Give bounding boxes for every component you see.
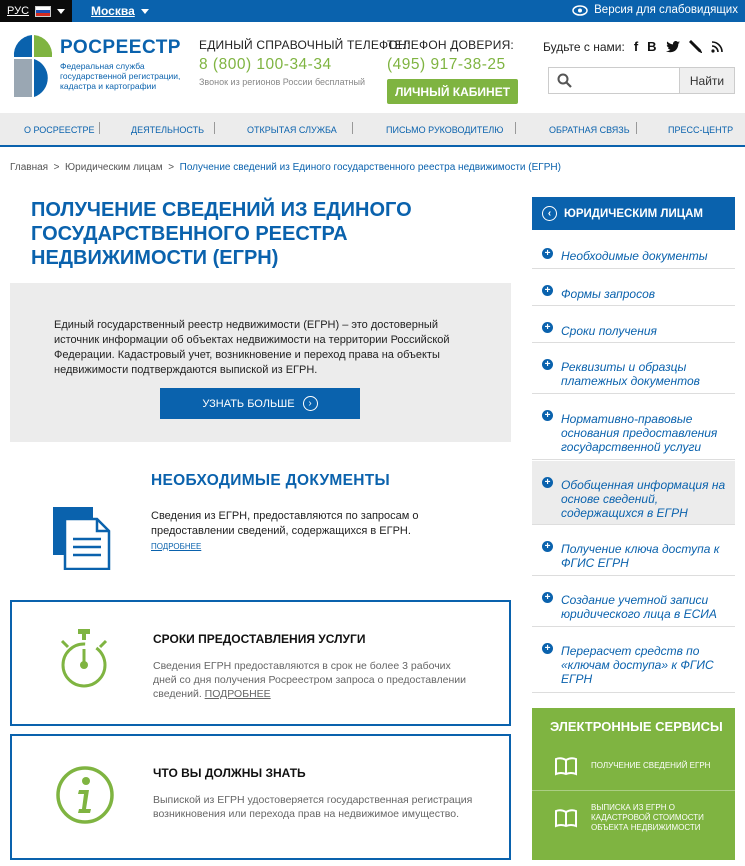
plus-icon: + (542, 643, 553, 654)
top-bar (0, 0, 745, 22)
city-selector[interactable] (91, 4, 149, 18)
term-text-body: Сведения ЕГРН предоставляются в срок не более 3 рабочих дней со дня получения Росреестром запроса о предоставлении сведений. (153, 660, 466, 700)
sidebar-item-active[interactable] (532, 461, 735, 525)
low-vision-label: Версия для слабовидящих (594, 4, 738, 16)
sidebar-item-label: Формы запросов (561, 287, 656, 301)
sidebar-item[interactable] (532, 269, 735, 306)
sidebar-header[interactable] (532, 197, 735, 230)
nav-divider (352, 122, 353, 134)
trust-line-block (387, 38, 514, 74)
plus-icon: + (542, 541, 553, 552)
back-arrow-icon: ‹ (542, 206, 557, 221)
plus-icon: + (542, 592, 553, 603)
rss-icon[interactable] (711, 41, 723, 53)
sidebar-item[interactable] (532, 343, 735, 394)
chevron-down-icon (141, 9, 149, 14)
eservices-divider (532, 790, 735, 791)
nav-divider (515, 122, 516, 134)
logo-subtitle-1: Федеральная служба (60, 61, 145, 71)
hotline-note: Звонок из регионов России бесплатный (199, 77, 366, 87)
hotline-number[interactable]: 8 (800) 100-34-34 (199, 56, 332, 73)
term-card-text (153, 659, 473, 701)
eservices-title: ЭЛЕКТРОННЫЕ СЕРВИСЫ (550, 719, 723, 734)
docs-text-body: Сведения из ЕГРН, предоставляются по запросам о предоставлении сведений, содержащихся в ЕГРН. (151, 510, 419, 537)
nav-divider (636, 122, 637, 134)
low-vision-link[interactable] (572, 4, 738, 16)
search-icon (557, 73, 572, 88)
trust-line-label: ТЕЛЕФОН ДОВЕРИЯ: (387, 38, 514, 52)
nav-item-open-service[interactable]: ОТКРЫТАЯ СЛУЖБА (247, 125, 337, 135)
sidebar-item[interactable] (532, 306, 735, 343)
language-label: РУС (7, 5, 30, 17)
vk-icon[interactable]: B (647, 39, 657, 54)
intro-panel (10, 283, 511, 442)
sidebar-item-label: Создание учетной записи юридического лица в ЕСИА (561, 593, 717, 621)
learn-more-label: УЗНАТЬ БОЛЬШЕ (202, 397, 295, 410)
search-button[interactable]: Найти (679, 68, 734, 93)
personal-cabinet-button[interactable]: ЛИЧНЫЙ КАБИНЕТ (387, 79, 518, 104)
breadcrumb-separator: > (53, 162, 60, 173)
plus-icon: + (542, 248, 553, 259)
sidebar-item-label: Необходимые документы (561, 249, 708, 263)
city-label: Москва (91, 4, 135, 18)
social-label: Будьте с нами: (543, 39, 625, 54)
documents-icon (53, 507, 111, 570)
hotline-label: ЕДИНЫЙ СПРАВОЧНЫЙ ТЕЛЕФОН: (199, 38, 411, 52)
sidebar-item[interactable] (532, 627, 735, 693)
site-logo[interactable] (10, 33, 181, 99)
know-card-title: ЧТО ВЫ ДОЛЖНЫ ЗНАТЬ (153, 766, 306, 780)
search-input[interactable] (549, 68, 679, 93)
book-icon (554, 808, 578, 828)
term-card (10, 600, 511, 726)
page-title: ПОЛУЧЕНИЕ СВЕДЕНИЙ ИЗ ЕДИНОГО ГОСУДАРСТВЕННОГО РЕЕСТРА НЕДВИЖИМОСТИ (ЕГРН) (31, 199, 412, 269)
know-card (10, 734, 511, 860)
russia-flag-icon (35, 6, 51, 17)
eservice-item[interactable] (532, 798, 735, 838)
eye-icon (572, 5, 588, 16)
nav-item-activity[interactable]: ДЕЯТЕЛЬНОСТЬ (131, 125, 205, 135)
nav-divider (99, 122, 100, 134)
trust-line-number[interactable]: (495) 917-38-25 (387, 56, 506, 73)
intro-text: Единый государственный реестр недвижимости (ЕГРН) – это достоверный источник информации об объектах недвижимости на территории Российской Федерации. Кадастровый учет, возникновение и переход права на объекты недвижимости подтверждаются выпиской из ЕГРН. (54, 319, 450, 376)
nav-divider (214, 122, 215, 134)
main-nav (0, 113, 745, 147)
nav-item-press[interactable]: ПРЕСС-ЦЕНТР (668, 125, 734, 135)
twitter-icon[interactable] (666, 41, 680, 53)
learn-more-button[interactable] (160, 388, 360, 419)
book-icon (554, 756, 578, 776)
sidebar-item[interactable] (532, 576, 735, 627)
nav-item-letter[interactable]: ПИСЬМО РУКОВОДИТЕЛЮ (386, 125, 504, 135)
nav-item-about[interactable]: О РОСРЕЕСТРЕ (24, 125, 95, 135)
logo-subtitle-2: государственной регистрации, (60, 71, 181, 81)
term-card-title: СРОКИ ПРЕДОСТАВЛЕНИЯ УСЛУГИ (153, 632, 366, 646)
rosreestr-logo-icon (10, 33, 55, 99)
logo-title: РОСРЕЕСТР (60, 37, 181, 58)
sidebar-item-label: Обобщенная информация на основе сведений, содержащихся в ЕГРН (561, 478, 726, 520)
social-links (543, 39, 723, 54)
facebook-icon[interactable]: f (633, 39, 639, 54)
plus-icon: + (542, 477, 553, 488)
plus-icon: + (542, 410, 553, 421)
sidebar-item[interactable] (532, 525, 735, 576)
eservices-panel (532, 708, 735, 860)
breadcrumb-current: Получение сведений из Единого государственного реестра недвижимости (ЕГРН) (179, 162, 561, 173)
sidebar-item-label: Получение ключа доступа к ФГИС ЕГРН (561, 542, 720, 570)
docs-more-link[interactable]: ПОДРОБНЕЕ (151, 542, 202, 551)
docs-section-title: НЕОБХОДИМЫЕ ДОКУМЕНТЫ (151, 472, 391, 489)
sidebar-item-label: Перерасчет средств по «ключам доступа» к ФГИС ЕГРН (561, 644, 714, 686)
logo-subtitle-3: кадастра и картографии (60, 81, 157, 91)
nav-item-feedback[interactable]: ОБРАТНАЯ СВЯЗЬ (549, 125, 630, 135)
sidebar-item[interactable] (532, 394, 735, 460)
breadcrumb-home[interactable]: Главная (10, 162, 49, 173)
docs-section-text (151, 509, 441, 554)
info-icon (55, 765, 115, 825)
breadcrumb-section[interactable]: Юридическим лицам (65, 162, 163, 173)
sidebar-item-label: Сроки получения (561, 324, 657, 338)
sidebar-item-label: Реквизиты и образцы платежных документов (561, 360, 700, 388)
breadcrumb-separator: > (168, 162, 175, 173)
sidebar-item[interactable] (532, 232, 735, 269)
plus-icon: + (542, 359, 553, 370)
plus-icon: + (542, 285, 553, 296)
livejournal-icon[interactable] (689, 40, 702, 53)
breadcrumb (10, 162, 561, 173)
language-selector[interactable] (0, 0, 72, 22)
search-form (548, 67, 735, 94)
term-more-link[interactable]: ПОДРОБНЕЕ (204, 688, 271, 700)
arrow-right-circle-icon: › (303, 396, 318, 411)
hotline-block (199, 38, 410, 87)
stopwatch-icon (56, 629, 112, 691)
sidebar-header-label: ЮРИДИЧЕСКИМ ЛИЦАМ (564, 207, 703, 220)
eservice-item[interactable] (532, 746, 735, 786)
sidebar-item-label: Нормативно-правовые основания предоставления государственной услуги (561, 412, 718, 454)
plus-icon: + (542, 322, 553, 333)
eservice-label: ПОЛУЧЕНИЕ СВЕДЕНИЙ ЕГРН (591, 761, 711, 770)
know-card-text: Выпиской из ЕГРН удостоверяется государственная регистрация возникновения или перехода прав на недвижимое имущество. (153, 794, 473, 820)
chevron-down-icon (57, 9, 65, 14)
eservice-label: ВЫПИСКА ИЗ ЕГРН О КАДАСТРОВОЙ СТОИМОСТИ ОБЪЕКТА НЕДВИЖИМОСТИ (591, 803, 704, 832)
